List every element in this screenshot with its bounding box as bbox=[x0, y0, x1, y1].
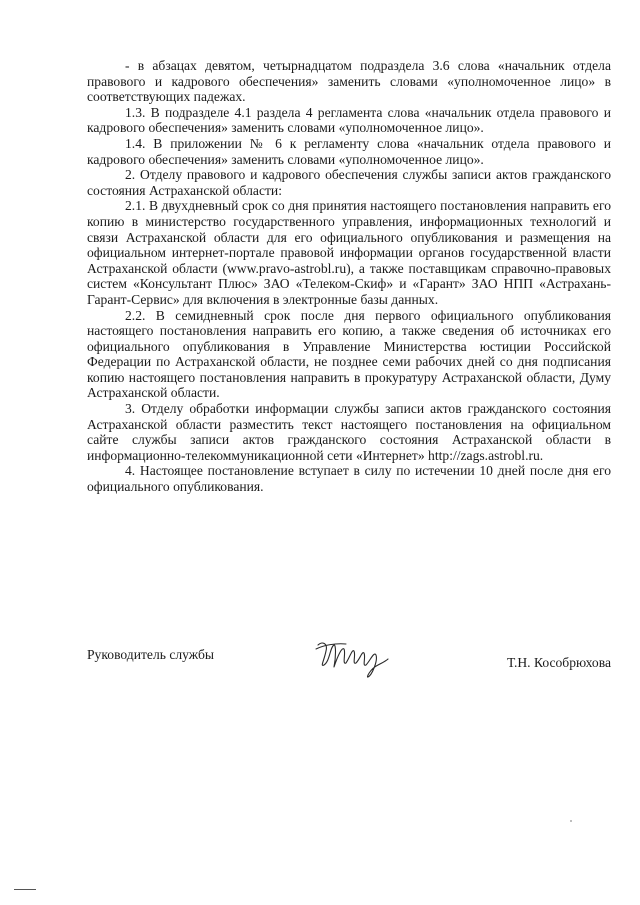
document-body bbox=[87, 58, 611, 495]
signer-name: Т.Н. Кособрюхова bbox=[507, 655, 611, 670]
paragraph-2-1: 2.1. В двухдневный срок со дня принятия настоящего постановления направить его копию в министерство государственного управления, информационных технологий и связи Астраханской области для его официального опубликования и размещения на официальном интернет-портале правовой информации органов государственной власти Астраханской области (www.pravo-astrobl.ru), а также поставщикам справочно-правовых систем «Консультант Плюс» ЗАО «Телеком-Скиф» и «Гарант» ЗАО НПП «Астрахань-Гарант-Сервис» для включения в электронные базы данных. bbox=[87, 198, 611, 307]
paragraph-4: 4. Настоящее постановление вступает в силу по истечении 10 дней после дня его официального опубликования. bbox=[87, 463, 611, 495]
page-edge-mark bbox=[14, 889, 36, 890]
paragraph-1-3: 1.3. В подразделе 4.1 раздела 4 регламента слова «начальник отдела правового и кадрового обеспечения» заменить словами «уполномоченное лицо». bbox=[87, 104, 611, 136]
paragraph-2: 2. Отделу правового и кадрового обеспечения службы записи актов гражданского состояния Астраханской области: bbox=[87, 167, 611, 198]
scan-speck bbox=[570, 820, 572, 822]
handwritten-signature-icon bbox=[312, 635, 392, 681]
signature-block bbox=[87, 645, 611, 685]
paragraph-1-4: 1.4. В приложении № 6 к регламенту слова «начальник отдела правового и кадрового обеспечения» заменить словами «уполномоченное лицо». bbox=[87, 135, 611, 167]
paragraph-1: - в абзацах девятом, четырнадцатом подраздела 3.6 слова «начальник отдела правового и кадрового обеспечения» заменить словами «уполномоченное лицо» в соответствующих падежах. bbox=[87, 58, 611, 105]
paragraph-2-2: 2.2. В семидневный срок после дня первого официального опубликования настоящего постановления направить его копию, а также сведения об источниках его официального опубликования в Управление Министерства юстиции Российской Федерации по Астраханской области, не позднее семи рабочих дней со дня подписания копию настоящего постановления направить в прокуратуру Астраханской области, Думу Астраханской области. bbox=[87, 307, 611, 401]
paragraph-3: 3. Отделу обработки информации службы записи актов гражданского состояния Астраханской области разместить текст настоящего постановления на официальном сайте службы записи актов гражданского состояния Астраханской области в информационно-телекоммуникационной сети «Интернет» http://zags.astrobl.ru. bbox=[87, 401, 611, 463]
signer-role: Руководитель службы bbox=[87, 647, 215, 662]
